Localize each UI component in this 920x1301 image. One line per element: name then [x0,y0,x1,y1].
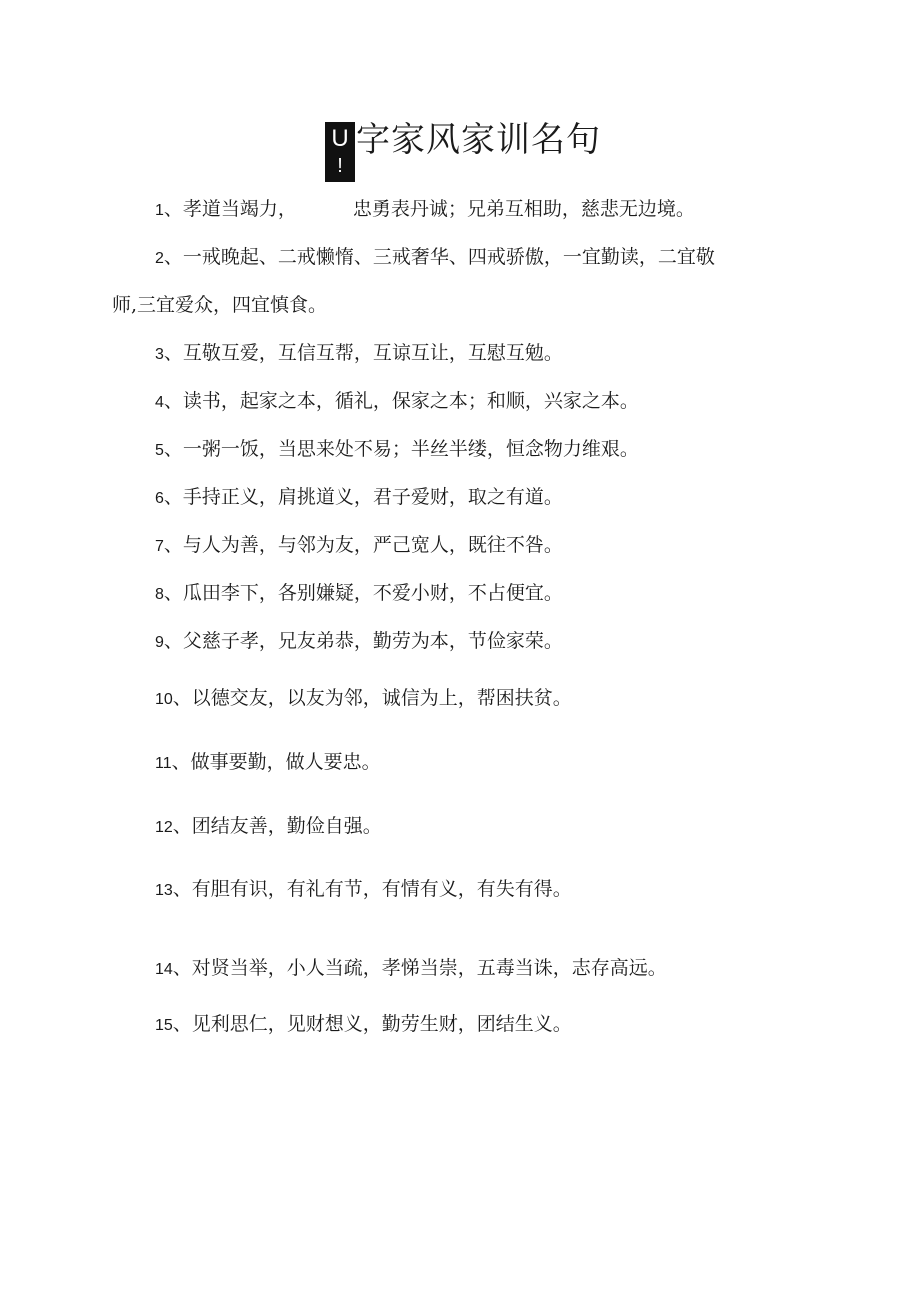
item-text: 、见利思仁，见财想义，勤劳生财，团结生义。 [172,1013,572,1035]
item-number: 5 [155,442,164,459]
glyph-box-bottom-char: ! [337,155,343,177]
list-item-14 [155,956,667,982]
item-text: 、孝道当竭力， [163,198,297,220]
item-number: 7 [155,538,164,555]
item-text: 、与人为善，与邻为友，严己宽人，既往不咎。 [163,534,563,556]
list-item-7 [155,533,563,559]
list-item-6 [155,485,563,511]
item-text: 、父慈子孝，兄友弟恭，勤劳为本，节俭家荣。 [163,630,563,652]
item-text: 、有胆有识，有礼有节，有情有义，有失有得。 [172,878,572,900]
item-text-wrapped: 师,三宜爱众，四宜慎食。 [112,294,328,316]
item-number: 1 [155,202,164,219]
title-row [0,120,920,184]
item-number: 9 [155,634,164,651]
item-number: 3 [155,346,164,363]
item-text: 、团结友善，勤俭自强。 [172,815,382,837]
item-number: 2 [155,250,164,267]
item-number: 8 [155,586,164,603]
list-item-15 [155,1012,572,1038]
item-text: 、互敬互爱，互信互帮，互谅互让，互慰互勉。 [163,342,563,364]
item-text: 、以德交友，以友为邻，诚信为上，帮困扶贫。 [172,687,572,709]
item-number: 12 [155,819,173,836]
page-title: 字家风家训名句 [356,120,601,160]
item-number: 11 [155,755,172,772]
glyph-box-top-char: U [331,125,349,152]
list-item-1 [155,197,695,223]
item-number: 6 [155,490,164,507]
item-text: 、读书，起家之本，循礼，保家之本；和顺，兴家之本。 [163,390,639,412]
list-item-5 [155,437,639,463]
list-item-4 [155,389,639,415]
list-item-8 [155,581,563,607]
item-number: 15 [155,1017,173,1034]
list-item-13 [155,877,572,903]
item-text: 、瓜田李下，各别嫌疑，不爱小财，不占便宜。 [163,582,563,604]
item-text-continued: 忠勇表丹诚；兄弟互相助，慈悲无边境。 [352,198,695,220]
item-text: 、一戒晚起、二戒懒惰、三戒奢华、四戒骄傲，一宜勤读，二宜敬 [163,246,715,268]
item-number: 10 [155,691,173,708]
list-item-10 [155,686,572,712]
item-number: 14 [155,961,173,978]
list-item-12 [155,814,382,840]
list-item-3 [155,341,563,367]
list-item-2 [155,245,715,271]
item-number: 13 [155,882,173,899]
item-number: 4 [155,394,164,411]
list-item-2-continuation [112,293,327,317]
title-glyph-box [325,122,355,182]
list-item-9 [155,629,563,655]
item-text: 、对贤当举，小人当疏，孝悌当崇，五毒当诛，志存高远。 [172,957,667,979]
item-text: 、一粥一饭，当思来处不易；半丝半缕，恒念物力维艰。 [163,438,639,460]
item-text: 、做事要勤，做人要忠。 [171,751,381,773]
item-text: 、手持正义，肩挑道义，君子爱财，取之有道。 [163,486,563,508]
list-item-11 [155,750,381,776]
